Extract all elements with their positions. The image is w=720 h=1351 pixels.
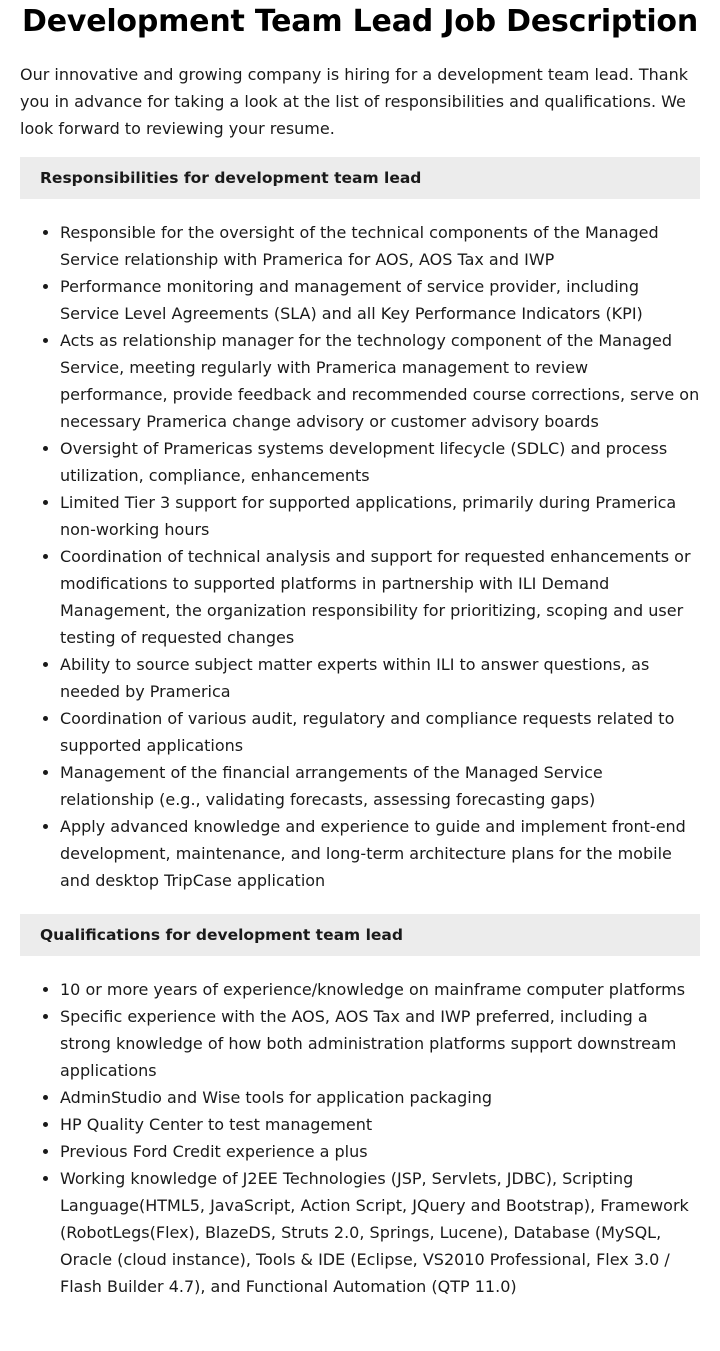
- qualifications-heading: Qualifications for development team lead: [20, 914, 700, 956]
- responsibilities-heading: Responsibilities for development team lead: [20, 157, 700, 199]
- list-item: • Performance monitoring and management of service provider, including Service Level Agreements (SLA) and all Key Performance Indicators (KPI): [60, 273, 700, 327]
- list-item: • HP Quality Center to test management: [60, 1111, 700, 1138]
- list-item: • Acts as relationship manager for the technology component of the Managed Service, meeting regularly with Pramerica management to review performance, provide feedback and recommended course corrections, serve on necessary Pramerica change advisory or customer advisory boards: [60, 327, 700, 435]
- list-item: • Ability to source subject matter experts within ILI to answer questions, as needed by Pramerica: [60, 651, 700, 705]
- list-item: • Responsible for the oversight of the technical components of the Managed Service relationship with Pramerica for AOS, AOS Tax and IWP: [60, 219, 700, 273]
- intro-paragraph: Our innovative and growing company is hiring for a development team lead. Thank you in advance for taking a look at the list of responsibilities and qualifications. We look forward to reviewing your resume.: [20, 65, 689, 138]
- list-item: • Specific experience with the AOS, AOS Tax and IWP preferred, including a strong knowledge of how both administration platforms support downstream applications: [60, 1003, 700, 1084]
- list-item: • Coordination of various audit, regulatory and compliance requests related to supported applications: [60, 705, 700, 759]
- list-item: • Limited Tier 3 support for supported applications, primarily during Pramerica non-working hours: [60, 489, 700, 543]
- list-item: • Apply advanced knowledge and experience to guide and implement front-end development, maintenance, and long-term architecture plans for the mobile and desktop TripCase application: [60, 813, 700, 894]
- list-item: • Coordination of technical analysis and support for requested enhancements or modifications to supported platforms in partnership with ILI Demand Management, the organization responsibility for prioritizing, scoping and user testing of requested changes: [60, 543, 700, 651]
- list-item: • 10 or more years of experience/knowledge on mainframe computer platforms: [60, 976, 700, 1003]
- list-item: • Oversight of Pramericas systems development lifecycle (SDLC) and process utilization, compliance, enhancements: [60, 435, 700, 489]
- responsibilities-list: [20, 219, 700, 894]
- list-item: • AdminStudio and Wise tools for application packaging: [60, 1084, 700, 1111]
- list-item: • Previous Ford Credit experience a plus: [60, 1138, 700, 1165]
- list-item: • Working knowledge of J2EE Technologies (JSP, Servlets, JDBC), Scripting Language(HTML5, JavaScript, Action Script, JQuery and Bootstrap), Framework (RobotLegs(Flex), BlazeDS, Struts 2.0, Springs, Lucene), Database (MySQL, Oracle (cloud instance), Tools & IDE (Eclipse, VS2010 Professional, Flex 3.0 / Flash Builder 4.7), and Functional Automation (QTP 11.0): [60, 1165, 700, 1300]
- page-title: Development Team Lead Job Description: [22, 4, 698, 39]
- qualifications-list: [20, 976, 700, 1300]
- list-item: • Management of the financial arrangements of the Managed Service relationship (e.g., validating forecasts, assessing forecasting gaps): [60, 759, 700, 813]
